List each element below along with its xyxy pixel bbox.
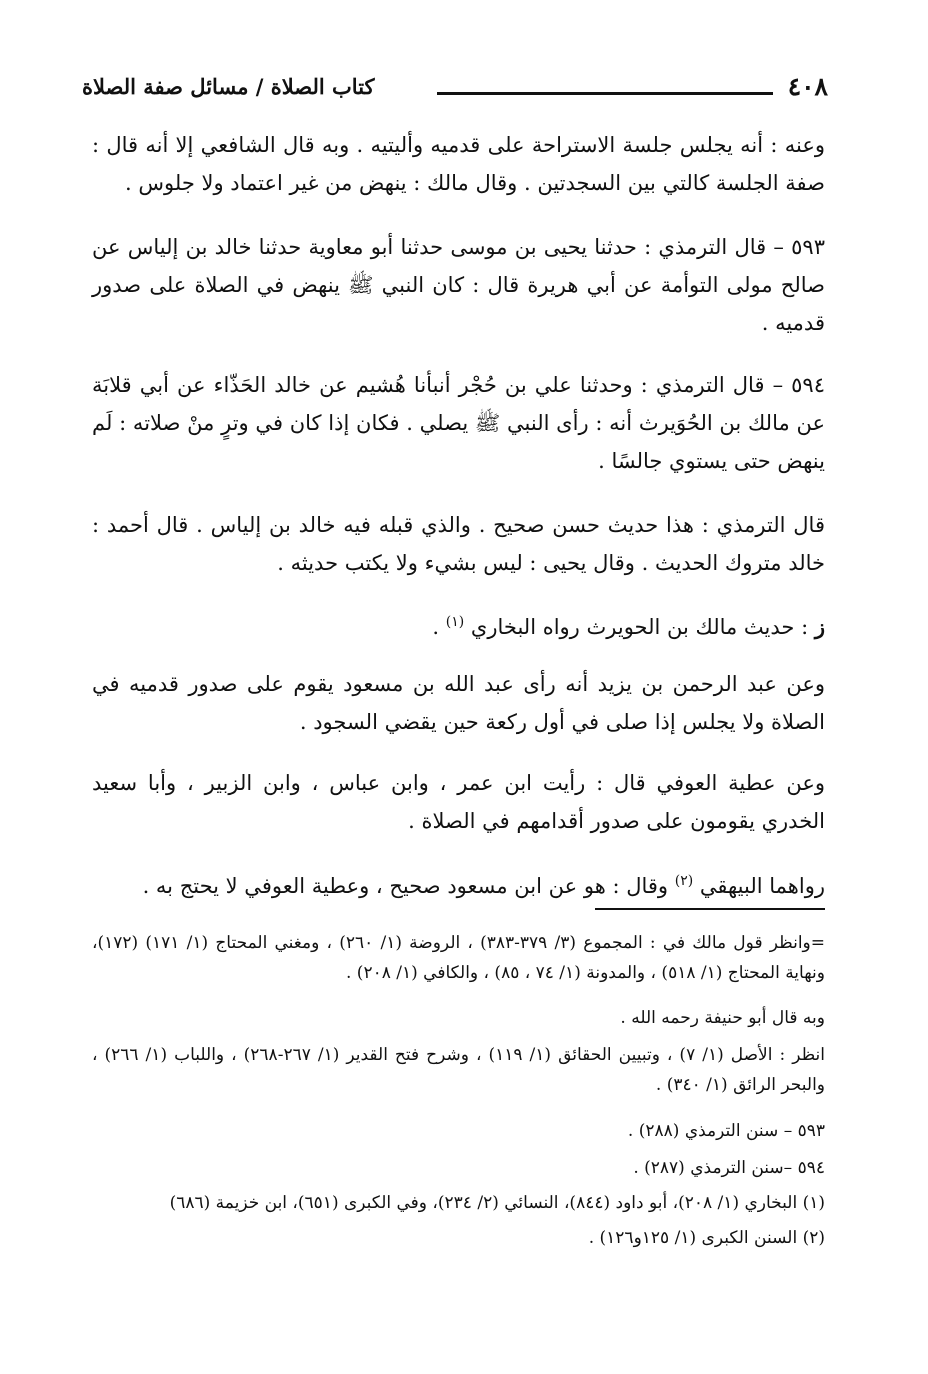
bayhaqi-text-2: وقال : هو عن ابن مسعود صحيح ، وعطية العوفي لا يحتج به . <box>142 874 669 898</box>
paragraph-atiyya: وعن عطية العوفي قال : رأيت ابن عمر ، وابن عباس ، وابن الزبير ، وأبا سعيد الخدري يقومون على صدور أقدامهم في الصلاة . <box>92 771 825 833</box>
page-number: ٤٠٨ <box>787 72 828 101</box>
footnote-594: ٥٩٤ –سنن الترمذي (٢٨٧) . <box>633 1158 825 1178</box>
footnote-ref-2[interactable]: (٢) <box>674 873 694 889</box>
footnote-1: (١) البخاري (١/ ٢٠٨)، أبو داود (٨٤٤)، النسائي (٢/ ٢٣٤)، وفي الكبرى (٦٥١)، ابن خزيمة (٦٨٦) <box>169 1193 825 1213</box>
paragraph-ibn-masud: وعن عبد الرحمن بن يزيد أنه رأى عبد الله بن مسعود يقوم على صدور قدميه في الصلاة ولا يجلس إذا صلى في أول ركعة حين يقضي السجود . <box>92 672 825 734</box>
footnote-abu-hanifa: وبه قال أبو حنيفة رحمه الله . <box>620 1008 825 1028</box>
footnote-references: انظر : الأصل (١/ ٧) ، وتبيين الحقائق (١/ ١١٩) ، وشرح فتح القدير (١/ ٢٦٧-٢٦٨) ، واللباب (١/ ٢٦٦) ، والبحر الرائق (١/ ٣٤٠) . <box>92 1045 825 1095</box>
footnote-separator <box>595 908 825 910</box>
footnote-593: ٥٩٣ – سنن الترمذي (٢٨٨) . <box>627 1121 825 1141</box>
bayhaqi-note <box>92 862 825 905</box>
z-note <box>92 603 825 646</box>
z-note-end: . <box>432 615 440 639</box>
z-marker: ز <box>814 614 825 639</box>
footnote-2: (٢) السنن الكبرى (١/ ١٢٥و١٢٦) . <box>588 1228 825 1248</box>
hadith-594: ٥٩٤ – قال الترمذي : وحدثنا علي بن حُجْر أنبأنا هُشيم عن خالد الحَذّاء عن أبي قلابَة عن مالك بن الحُوَيرث أنه : رأى النبي ﷺ يصلي . فكان إذا كان في وترٍ منْ صلاته : لَم ينهض حتى يستوي جالسًا . <box>92 373 825 473</box>
tirmidhi-comment: قال الترمذي : هذا حديث حسن صحيح . والذي قبله فيه خالد بن إلياس . قال أحمد : خالد متروك الحديث . وقال يحيى : ليس بشيء ولا يكتب حديثه . <box>92 513 825 575</box>
footnote-ref-1[interactable]: (١) <box>445 614 465 630</box>
hadith-593: ٥٩٣ – قال الترمذي : حدثنا يحيى بن موسى حدثنا أبو معاوية حدثنا خالد بن إلياس عن صالح مولى التوأمة عن أبي هريرة قال : كان النبي ﷺ ينهض في الصلاة على صدور قدميه . <box>92 235 825 335</box>
header-title: كتاب الصلاة / مسائل صفة الصلاة <box>82 74 375 99</box>
bayhaqi-text: رواهما البيهقي <box>699 874 825 898</box>
running-header <box>82 72 828 112</box>
header-rule <box>437 92 773 95</box>
footnote-continuation: =وانظر قول مالك في : المجموع (٣/ ٣٧٩-٣٨٣) ، الروضة (١/ ٢٦٠) ، ومغني المحتاج (١/ ١٧١) (١٧٢)، ونهاية المحتاج (١/ ٥١٨) ، والمدونة (١/ ٧٤ ، ٨٥) ، والكافي (١/ ٢٠٨) . <box>92 933 826 983</box>
paragraph-1: وعنه : أنه يجلس جلسة الاستراحة على قدميه وأليتيه . وبه قال الشافعي إلا أنه قال : صفة الجلسة كالتي بين السجدتين . وقال مالك : ينهض من غير اعتماد ولا جلوس . <box>92 133 825 195</box>
z-note-text: : حديث مالك بن الحويرث رواه البخاري <box>470 615 809 639</box>
